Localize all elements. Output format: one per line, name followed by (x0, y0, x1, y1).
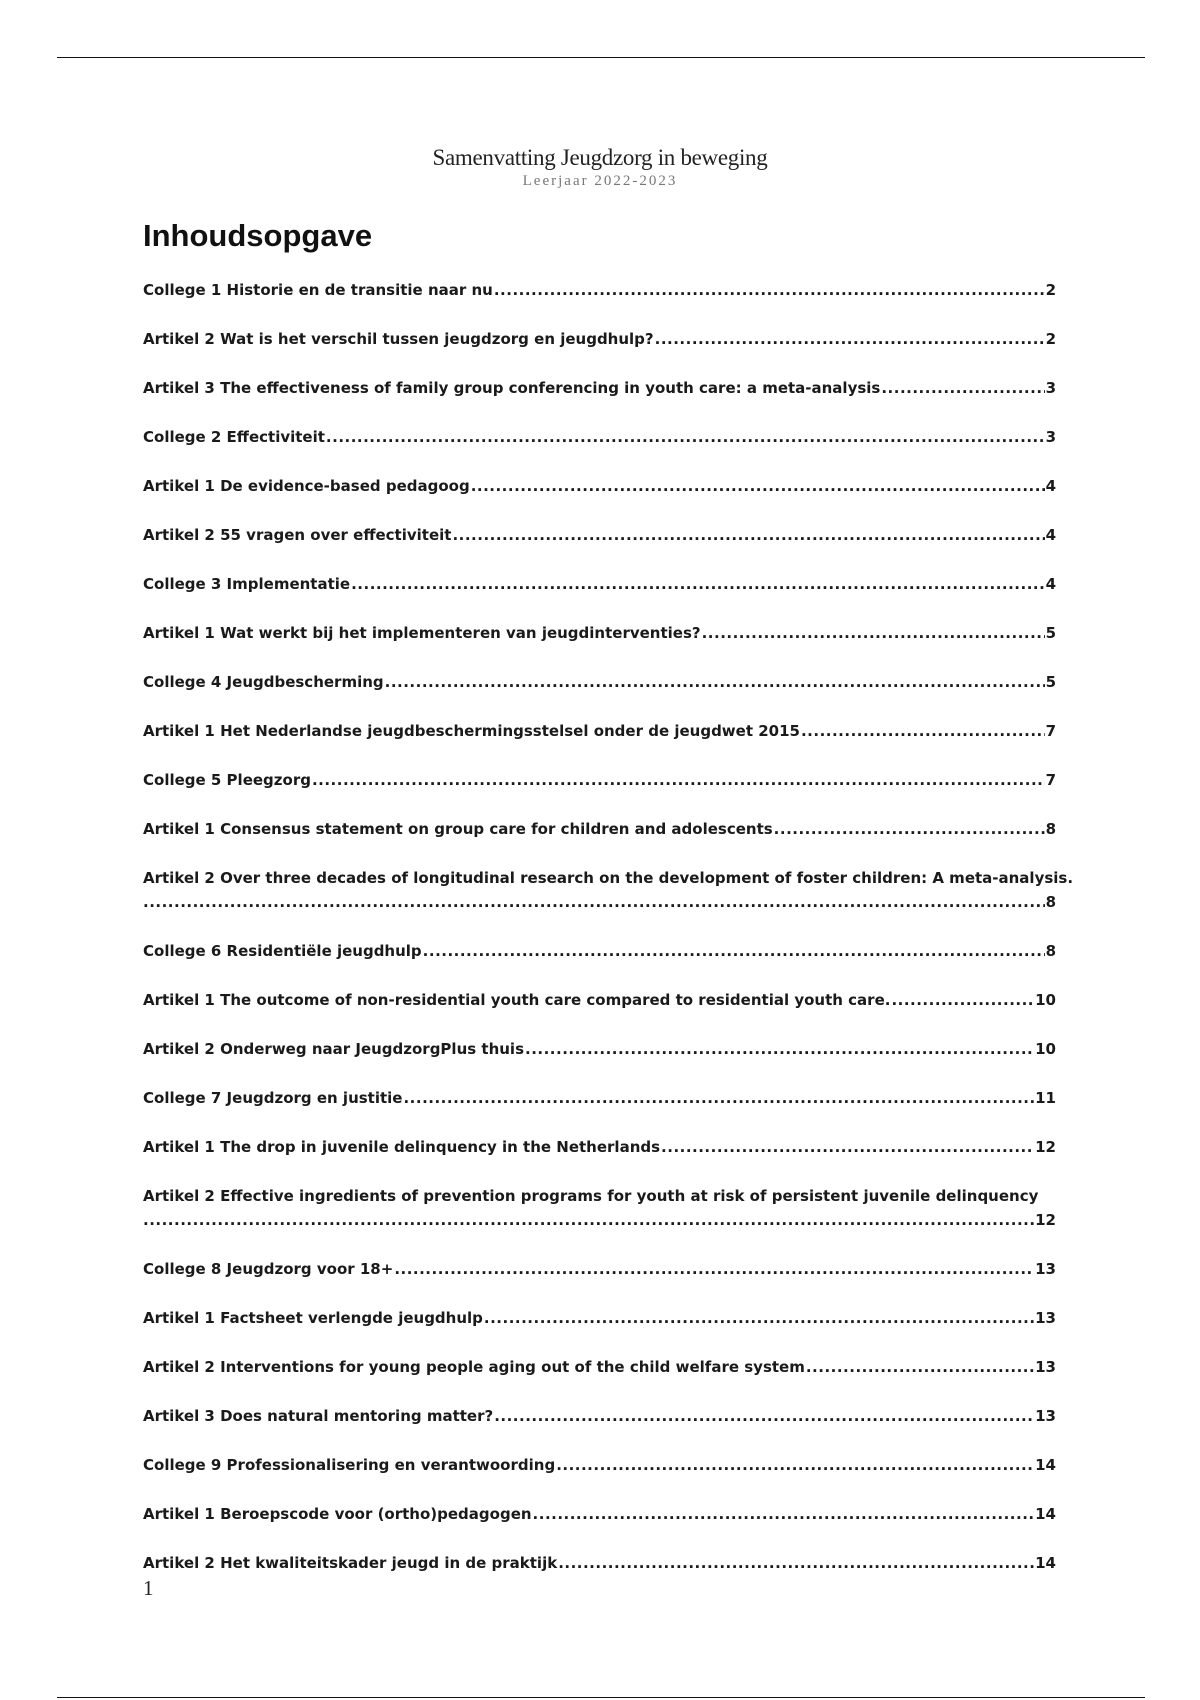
toc-dot-leader (891, 988, 1034, 1012)
toc-dot-leader (655, 327, 1045, 351)
toc-dot-leader (525, 1037, 1034, 1061)
toc-entry-page[interactable]: 4 (1045, 477, 1056, 495)
toc-entry-title[interactable]: Artikel 2 Over three decades of longitudinal research on the development of foster children: A meta-analysis. (143, 869, 1074, 887)
toc-entry[interactable] (143, 523, 1056, 547)
toc-dot-leader (452, 523, 1044, 547)
toc-entry[interactable] (143, 1037, 1056, 1061)
toc-entry-page[interactable]: 5 (1045, 673, 1056, 691)
toc-entry[interactable] (143, 988, 1056, 1012)
toc-entry[interactable] (143, 719, 1056, 743)
toc-entry-title[interactable]: College 1 Historie en de transitie naar nu (143, 281, 493, 299)
toc-dot-leader (385, 670, 1045, 694)
toc-entry-title[interactable]: Artikel 2 Het kwaliteitskader jeugd in de praktijk (143, 1554, 558, 1572)
toc-entry[interactable] (143, 670, 1056, 694)
toc-dot-leader (558, 1551, 1034, 1575)
toc-entry-page[interactable]: 13 (1035, 1260, 1056, 1278)
toc-entry-title[interactable]: Artikel 1 The drop in juvenile delinquency in the Netherlands (143, 1138, 661, 1156)
toc-entry[interactable] (143, 278, 1056, 302)
toc-dot-leader (801, 719, 1045, 743)
toc-dot-leader (143, 1208, 1034, 1232)
toc-dot-leader (881, 376, 1044, 400)
toc-entry-page[interactable]: 10 (1035, 1040, 1056, 1058)
toc-dot-leader (806, 1355, 1034, 1379)
toc-entry-page[interactable]: 7 (1045, 722, 1056, 740)
toc-entry-title[interactable]: Artikel 1 The outcome of non-residential youth care compared to residential youth care. (143, 991, 891, 1009)
toc-entry[interactable] (143, 425, 1056, 449)
toc-entry-title[interactable]: College 9 Professionalisering en verantwoording (143, 1456, 556, 1474)
toc-entry-page[interactable]: 8 (1045, 820, 1056, 838)
toc-entry-page[interactable]: 8 (1045, 893, 1056, 911)
top-rule (57, 57, 1145, 58)
toc-dot-leader (312, 768, 1045, 792)
toc-entry-page[interactable]: 12 (1035, 1138, 1056, 1156)
toc-entry-title[interactable]: Artikel 1 Consensus statement on group care for children and adolescents (143, 820, 773, 838)
toc-dot-leader (556, 1453, 1034, 1477)
toc-entry-page[interactable]: 11 (1035, 1089, 1056, 1107)
toc-entry-page[interactable]: 3 (1045, 379, 1056, 397)
toc-entry-title[interactable]: College 3 Implementatie (143, 575, 351, 593)
toc-entry-title[interactable]: Artikel 1 Factsheet verlengde jeugdhulp (143, 1309, 483, 1327)
toc-entry[interactable] (143, 1453, 1056, 1477)
toc-dot-leader (143, 890, 1045, 914)
toc-entry[interactable] (143, 474, 1056, 498)
toc-entry[interactable] (143, 1184, 1056, 1232)
toc-dot-leader (661, 1135, 1034, 1159)
toc-entry[interactable] (143, 817, 1056, 841)
toc-entry-page[interactable]: 13 (1035, 1407, 1056, 1425)
toc-dot-leader (423, 939, 1045, 963)
toc-entry-title[interactable]: Artikel 1 De evidence-based pedagoog (143, 477, 470, 495)
toc-dot-leader (471, 474, 1045, 498)
toc-entry[interactable] (143, 621, 1056, 645)
toc-dot-leader (774, 817, 1045, 841)
toc-entry[interactable] (143, 866, 1074, 914)
toc-entry-page[interactable]: 8 (1045, 942, 1056, 960)
toc-entry-title[interactable]: Artikel 2 Onderweg naar JeugdzorgPlus thuis (143, 1040, 524, 1058)
toc-entry-page[interactable]: 2 (1045, 281, 1056, 299)
toc-entry[interactable] (143, 572, 1056, 596)
toc-entry-title[interactable]: College 4 Jeugdbescherming (143, 673, 384, 691)
toc-entry-title[interactable]: Artikel 1 Wat werkt bij het implementeren van jeugdinterventies? (143, 624, 701, 642)
toc-entry-page[interactable]: 10 (1035, 991, 1056, 1009)
toc-entry[interactable] (143, 1135, 1056, 1159)
toc-entry-page[interactable]: 4 (1045, 575, 1056, 593)
toc-entry-title[interactable]: College 5 Pleegzorg (143, 771, 311, 789)
toc-entry-title[interactable]: College 6 Residentiële jeugdhulp (143, 942, 422, 960)
toc-dot-leader (484, 1306, 1034, 1330)
toc-dot-leader (494, 1404, 1034, 1428)
toc-entry-title[interactable]: Artikel 2 Interventions for young people aging out of the child welfare system (143, 1358, 805, 1376)
document-header (0, 144, 1200, 190)
toc-entry-page[interactable]: 4 (1045, 526, 1056, 544)
toc-entry[interactable] (143, 1355, 1056, 1379)
toc-entry-title[interactable]: Artikel 2 Wat is het verschil tussen jeugdzorg en jeugdhulp? (143, 330, 654, 348)
toc-entry-page[interactable]: 12 (1035, 1211, 1056, 1229)
toc-entry-page[interactable]: 14 (1035, 1554, 1056, 1572)
document-subtitle: Leerjaar 2022-2023 (522, 173, 678, 189)
toc-heading: Inhoudsopgave (143, 218, 373, 253)
toc-entry[interactable] (143, 1551, 1056, 1575)
toc-entry-title[interactable]: Artikel 2 55 vragen over effectiviteit (143, 526, 452, 544)
toc-entry-title[interactable]: College 8 Jeugdzorg voor 18+ (143, 1260, 394, 1278)
page-number: 1 (143, 1576, 154, 1600)
toc-entry[interactable] (143, 327, 1056, 351)
toc-entry-title[interactable]: Artikel 1 Het Nederlandse jeugdbeschermingsstelsel onder de jeugdwet 2015 (143, 722, 800, 740)
toc-entry-page[interactable]: 3 (1045, 428, 1056, 446)
toc-entry-title[interactable]: College 7 Jeugdzorg en justitie (143, 1089, 403, 1107)
toc-entry[interactable] (143, 939, 1056, 963)
toc-entry-page[interactable]: 14 (1035, 1456, 1056, 1474)
toc-dot-leader (403, 1086, 1034, 1110)
toc-entry[interactable] (143, 1502, 1056, 1526)
toc-entry[interactable] (143, 768, 1056, 792)
toc-entry[interactable] (143, 1257, 1056, 1281)
toc-entry-page[interactable]: 5 (1045, 624, 1056, 642)
toc-entry-page[interactable]: 13 (1035, 1358, 1056, 1376)
toc-dot-leader (351, 572, 1044, 596)
toc-entry-title[interactable]: Artikel 3 The effectiveness of family group conferencing in youth care: a meta-analysis (143, 379, 881, 397)
toc-entry-title[interactable]: College 2 Effectiviteit (143, 428, 325, 446)
toc-entry-title[interactable]: Artikel 1 Beroepscode voor (ortho)pedagogen (143, 1505, 532, 1523)
document-title: Samenvatting Jeugdzorg in beweging (432, 145, 768, 170)
toc-entry[interactable] (143, 1086, 1056, 1110)
toc-entry-page[interactable]: 7 (1045, 771, 1056, 789)
toc-entry-page[interactable]: 13 (1035, 1309, 1056, 1327)
toc-dot-leader (494, 278, 1045, 302)
toc-dot-leader (702, 621, 1045, 645)
toc-dot-leader (394, 1257, 1034, 1281)
toc-entry-title[interactable]: Artikel 2 Effective ingredients of prevention programs for youth at risk of persistent juvenile delinquency (143, 1187, 1039, 1205)
toc-entry[interactable] (143, 1404, 1056, 1428)
toc-dot-leader (533, 1502, 1035, 1526)
toc-entry[interactable] (143, 1306, 1056, 1330)
bottom-rule (57, 1697, 1145, 1698)
toc-entry-page[interactable]: 2 (1045, 330, 1056, 348)
table-of-contents (143, 278, 1074, 1600)
toc-entry[interactable] (143, 376, 1056, 400)
toc-dot-leader (326, 425, 1045, 449)
toc-entry-title[interactable]: Artikel 3 Does natural mentoring matter? (143, 1407, 494, 1425)
toc-entry-page[interactable]: 14 (1035, 1505, 1056, 1523)
